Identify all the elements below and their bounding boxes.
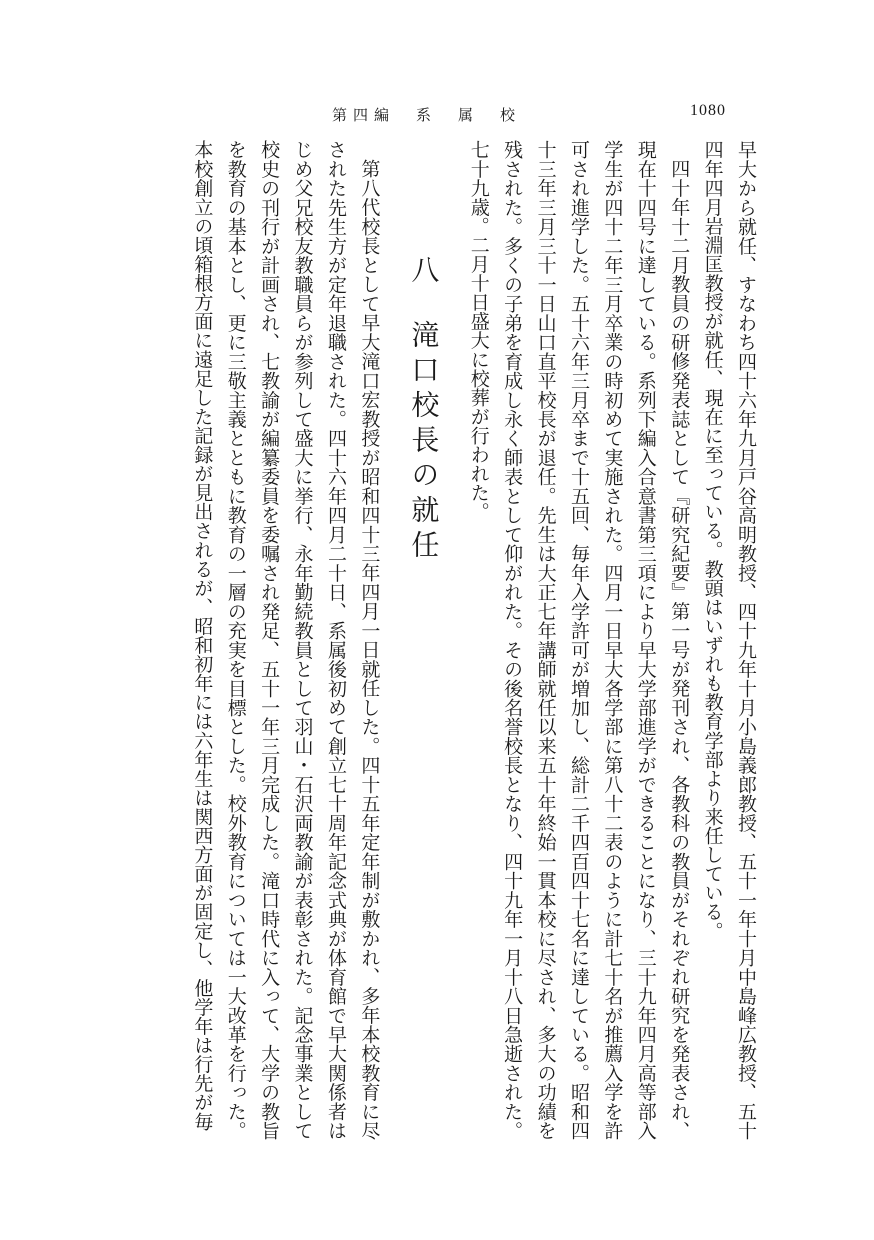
section-number: 八 xyxy=(407,255,441,290)
page-number: 1080 xyxy=(690,102,726,119)
chapter-title: 第四編 系 属 校 xyxy=(332,106,522,124)
section-title: 滝口校長の就任 xyxy=(407,320,441,565)
paragraph-research-bulletin: 四十年十二月教員の研修発表誌として『研究紀要』第一号が発刊され、各教科の教員がそれぞれ研究を発表され、現在十四号に達している。系列下編入合意書第三項により早大学部進学ができることになり、三十九年四月高等部入学生が四十二年三月卒業の時初めて実施された。四月一日早大各学部に第八十二表のように計七十名が推薦入学を許可され進学した。五十六年三月卒まで十五回、毎年入学許可が増加し、総計二千四百四十七名に達している。昭和四十三年三月三十一日山口直平校長が退任。先生は大正七年講師就任以来五十年終始一貫本校に尽され、多大の功績を残された。多くの子弟を育成し永く師表として仰がれた。その後名誉校長となり、四十九年一月十八日急逝された。七十九歳。二月十日盛大に校葬が行われた。 xyxy=(467,140,691,1140)
body-text xyxy=(84,140,762,1140)
paragraph-continued: 早大から就任、すなわち四十六年九月戸谷高明教授、四十九年十月小島義郎教授、五十一年十月中島峰広教授、五十四年四月岩淵匡教授が就任、現在に至っている。教頭はいずれも教育学部より来任している。 xyxy=(701,140,757,1140)
section-heading xyxy=(385,140,461,1140)
paragraph-takiguchi: 第八代校長として早大滝口宏教授が昭和四十三年四月一日就任した。四十五年定年制が敷かれ、多年本校教育に尽された先生方が定年退職された。四十六年四月二十日、系属後初めて創立七十周年記念式典が体育館で早大関係者はじめ父兄校友教職員らが参列して盛大に挙行、永年勤続教員として羽山・石沢両教諭が表彰された。記念事業として校史の刊行が計画され、七教諭が編纂委員を委嘱され発足、五十一年三月完成した。滝口時代に入って、大学の教旨を教育の基本とし、更に三敬主義とともに教育の一層の充実を目標とした。校外教育については一大改革を行った。本校創立の頃箱根方面に遠足した記録が見出されるが、昭和初年には六年生は関西方面が固定し、他学年は行先が毎 xyxy=(191,140,381,1140)
